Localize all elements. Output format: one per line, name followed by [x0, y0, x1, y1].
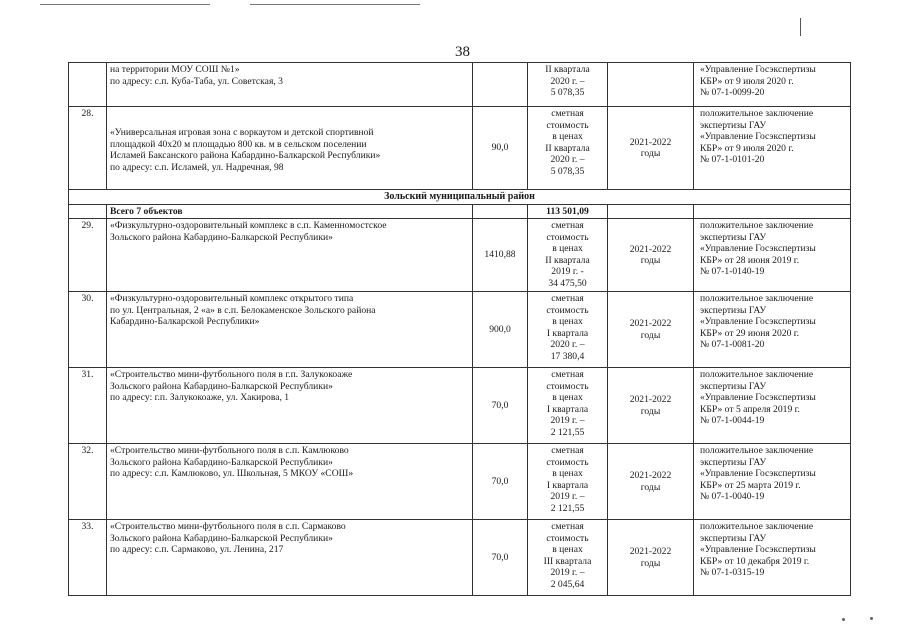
- object-name: «Строительство мини-футбольного поля в с.п. Сармаково Зольского района Кабардино-Балкарской Республики» по адресу: с.п. Сармаково, ул. Ленина, 217: [107, 520, 473, 596]
- scan-speck: [842, 618, 845, 621]
- construction-period: 2021-2022 годы: [608, 520, 694, 596]
- area-value: 90,0: [473, 107, 528, 190]
- expert-conclusion: положительное заключение экспертизы ГАУ «Управление Госэкспертизы КБР» от 28 июня 2019 г. № 07-1-0140-19: [694, 219, 851, 292]
- object-name: «Физкультурно-оздоровительный комплекс открытого типа по ул. Центральная, 2 «а» в с.п. Белокаменское Зольского района Кабардино-Балкарской Республики»: [107, 292, 473, 368]
- expert-conclusion: положительное заключение экспертизы ГАУ «Управление Госэкспертизы КБР» от 25 марта 2019 г. № 07-1-0040-19: [694, 444, 851, 520]
- estimated-cost: сметная стоимость в ценах I квартала 2019 г. – 2 121,55: [528, 368, 608, 444]
- expert-conclusion: «Управление Госэкспертизы КБР» от 9 июля 2020 г. № 07-1-0099-20: [694, 63, 851, 107]
- construction-period: 2021-2022 годы: [608, 444, 694, 520]
- scan-mark: [800, 18, 801, 36]
- expert-conclusion: положительное заключение экспертизы ГАУ «Управление Госэкспертизы КБР» от 29 июня 2020 г. № 07-1-0081-20: [694, 292, 851, 368]
- object-name: на территории МОУ СОШ №1» по адресу: с.п. Куба-Таба, ул. Советская, 3: [107, 63, 473, 107]
- estimated-cost: сметная стоимость в ценах I квартала 2020 г. – 17 380,4: [528, 292, 608, 368]
- object-name: «Строительство мини-футбольного поля в г.п. Залукокоаже Зольского района Кабардино-Балкарской Республики» по адресу: г.п. Залукокоаже, ул. Хакирова, 1: [107, 368, 473, 444]
- area-value: 70,0: [473, 520, 528, 596]
- row-number: 32.: [69, 444, 107, 520]
- construction-period: 2021-2022 годы: [608, 219, 694, 292]
- table-row-32: [69, 444, 851, 520]
- area-value: 70,0: [473, 444, 528, 520]
- table-row-28: [69, 107, 851, 190]
- table-row-30: [69, 292, 851, 368]
- scan-top-line-right: [250, 4, 420, 5]
- area-value: 900,0: [473, 292, 528, 368]
- objects-table: [68, 62, 851, 596]
- estimated-cost: сметная стоимость в ценах II квартала 2019 г. - 34 475,50: [528, 219, 608, 292]
- table-row-33: [69, 520, 851, 596]
- object-name: «Строительство мини-футбольного поля в с.п. Камлюково Зольского района Кабардино-Балкарской Республики» по адресу: с.п. Камлюково, ул. Школьная, 5 МКОУ «СОШ»: [107, 444, 473, 520]
- object-name: «Физкультурно-оздоровительный комплекс в с.п. Каменномостское Зольского района Кабардино-Балкарской Республики»: [107, 219, 473, 292]
- expert-conclusion: положительное заключение экспертизы ГАУ «Управление Госэкспертизы КБР» от 9 июля 2020 г. № 07-1-0101-20: [694, 107, 851, 190]
- row-number: 29.: [69, 219, 107, 292]
- expert-conclusion: положительное заключение экспертизы ГАУ «Управление Госэкспертизы КБР» от 5 апреля 2019 г. № 07-1-0044-19: [694, 368, 851, 444]
- table-row-continuation: [69, 63, 851, 107]
- row-number: 28.: [69, 107, 107, 190]
- total-label: Всего 7 объектов: [107, 204, 473, 219]
- estimated-cost: сметная стоимость в ценах III квартала 2019 г. – 2 045,64: [528, 520, 608, 596]
- table-row-31: [69, 368, 851, 444]
- section-header-row: [69, 190, 851, 205]
- scan-speck: [870, 617, 873, 620]
- estimated-cost: сметная стоимость в ценах II квартала 2020 г. – 5 078,35: [528, 107, 608, 190]
- row-number: 30.: [69, 292, 107, 368]
- estimated-cost: сметная стоимость в ценах I квартала 2019 г. – 2 121,55: [528, 444, 608, 520]
- scan-top-line-left: [40, 4, 210, 5]
- section-title: Зольский муниципальный район: [69, 190, 851, 205]
- construction-period: 2021-2022 годы: [608, 292, 694, 368]
- expert-conclusion: положительное заключение экспертизы ГАУ «Управление Госэкспертизы КБР» от 10 декабря 2019 г. № 07-1-0315-19: [694, 520, 851, 596]
- total-value: 113 501,09: [528, 204, 608, 219]
- area-value: 70,0: [473, 368, 528, 444]
- construction-period: 2021-2022 годы: [608, 107, 694, 190]
- table-row-29: [69, 219, 851, 292]
- section-total-row: [69, 204, 851, 219]
- row-number: 33.: [69, 520, 107, 596]
- page-number: 38: [455, 44, 470, 60]
- object-name: «Универсальная игровая зона с воркаутом и детской спортивной площадкой 40x20 м площадью 800 кв. м в сельском поселении Исламей Баксанского района Кабардино-Балкарской Республики» по адресу: с.п. Исламей, ул. Надречная, 98: [107, 107, 473, 190]
- area-value: 1410,88: [473, 219, 528, 292]
- construction-period: 2021-2022 годы: [608, 368, 694, 444]
- row-number: 31.: [69, 368, 107, 444]
- estimated-cost: II квартала 2020 г. – 5 078,35: [528, 63, 608, 107]
